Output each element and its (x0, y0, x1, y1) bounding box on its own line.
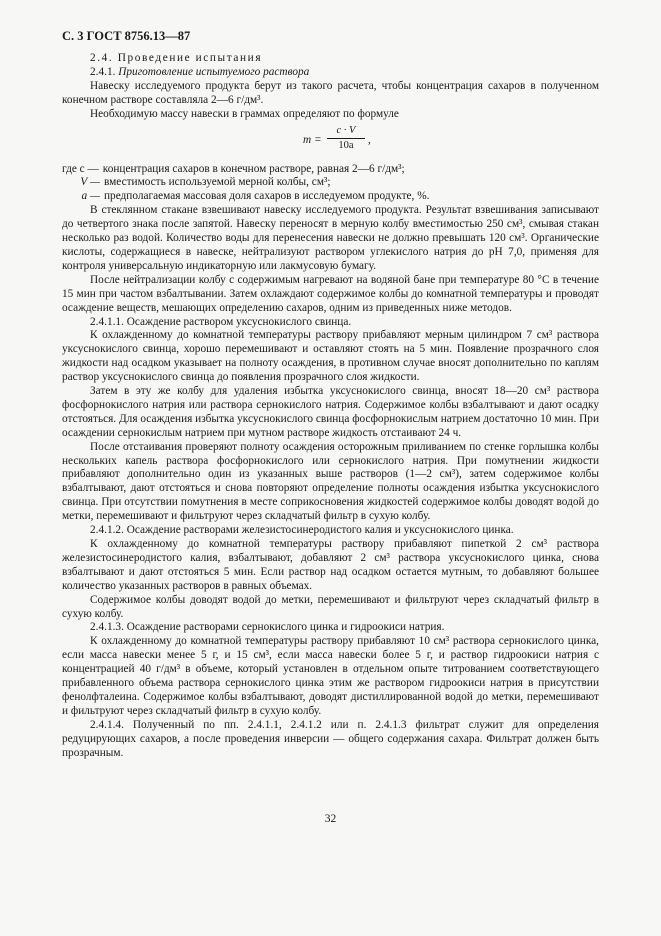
paragraph: Содержимое колбы доводят водой до метки, перемешивают и фильтруют через складчатый фильтр в сухую колбу. (62, 593, 599, 620)
section-title: 2.4. Проведение испытания (90, 52, 263, 64)
page-number: 32 (324, 813, 337, 825)
paragraph: К охлажденному до комнатной температуры раствору прибавляют пипеткой 2 см³ раствора железистосинеродистого калия, взбалтывают, добавляют 2 см³ раствора уксуснокислого цинка, снова взбалтывают и дают отстояться 5 мин. Если раствор над осадком остается мутным, то добавляют большее количество указанных растворов в равных объемах. (62, 538, 599, 592)
paragraph: 2.4.1.4. Полученный по пп. 2.4.1.1, 2.4.1.2 или п. 2.4.1.3 фильтрат служит для определения редуцирующих сахаров, а после проведения инверсии — общего содержания сахара. Фильтрат должен быть прозрачным. (62, 718, 599, 759)
paragraph: После нейтрализации колбу с содержимым нагревают на водяной бане при температуре 80 °С в течение 15 мин при частом взбалтывании. Затем охлаждают содержимое колбы до комнатной температуры и проводят осаждение веществ, мешающих определению сахаров, одним из приведенных ниже методов. (62, 273, 599, 314)
formula-lhs: m = (303, 133, 322, 146)
subsection-title: Приготовление испытуемого раствора (118, 65, 310, 78)
subsection-2-4-1 (62, 66, 599, 80)
formula-comma: , (368, 133, 371, 146)
definition-item (62, 190, 599, 204)
paragraph: После отстаивания проверяют полноту осаждения осторожным приливанием по стенке горлышка колбы нескольких капель раствора фосфорнокислого или сернокислого натрия. При помутнении жидкости прибавляют дополнительно один из указанных выше растворов (1—2 см³), затем содержимое колбы взбалтывают, дают отстояться и снова повторяют определение полноты осаждения избытка уксуснокислого свинца. При отсутствии помутнения в месте соприкосновения жидкостей содержимое колбы доводят водой до метки, перемешивают и фильтруют через складчатый фильтр в сухую колбу. (62, 440, 599, 523)
definition-text: предполагаемая массовая доля сахаров в исследуемом продукте, %. (104, 190, 430, 203)
paragraph: К охлажденному до комнатной температуры раствору прибавляют мерным цилиндром 7 см³ раствора уксуснокислого свинца, хорошо перемешивают и оставляют стоять на 5 мин. Появление прозрачного слоя жидкости над осадком указывает на полноту осаждения, в противном случае вносят дополнительно по каплям раствор уксуснокислого свинца до появления прозрачного слоя жидкости. (62, 329, 599, 384)
paragraph: Необходимую массу навески в граммах определяют по формуле (90, 107, 399, 120)
definition-symbol: a — (81, 190, 100, 203)
formula-fraction (327, 124, 365, 154)
paragraph: Навеску исследуемого продукта берут из такого расчета, чтобы концентрация сахаров в полученном конечном растворе составляла 2—6 г/дм³. (62, 79, 599, 106)
definition-item (62, 176, 599, 190)
formula-denominator: 10a (338, 140, 354, 152)
definition-text: концентрация сахаров в конечном растворе, равная 2—6 г/дм³; (102, 162, 405, 175)
subsection-number: 2.4.1. (90, 65, 116, 78)
paragraph: Затем в эту же колбу для удаления избытка уксуснокислого свинца, вносят 18—20 см³ раствора фосфорнокислого натрия или раствора сернокислого натрия. Содержимое колбы взбалтывают и дают осадку отстояться. Для осаждения избытка уксуснокислого свинца фосфорнокислым натрием достаточно 10 мин. При осаждении сернокислым натрием при мутном растворе жидкость отстаивают 24 ч. (62, 385, 599, 439)
paragraph: 2.4.1.1. Осаждение раствором уксуснокислого свинца. (90, 315, 352, 328)
paragraph: В стеклянном стакане взвешивают навеску исследуемого продукта. Результат взвешивания записывают до четвертого знака после запятой. Навеску переносят в мерную колбу вместимостью 250 см³, смывая стакан несколько раз водой. Количество воды для перенесения навески не должно превышать 120 см³. Органические кислоты, содержащиеся в навеске, нейтрализуют раствором углекислого натрия до рН 7,0, применяя для контроля универсальную индикаторную или лакмусовую бумагу. (62, 204, 599, 272)
definition-symbol: где c — (62, 162, 99, 175)
definition-item (62, 163, 599, 177)
page-header: С. 3 ГОСТ 8756.13—87 (62, 29, 191, 43)
paragraph: 2.4.1.3. Осаждение растворами сернокислого цинка и гидроокиси натрия. (90, 621, 445, 634)
mass-formula (62, 124, 599, 160)
formula-definitions (62, 163, 599, 205)
formula-numerator: c · V (327, 124, 365, 140)
document-body (62, 52, 599, 761)
paragraph: 2.4.1.2. Осаждение растворами железистосинеродистого калия и уксуснокислого цинка. (90, 524, 514, 537)
paragraph: К охлажденному до комнатной температуры раствору прибавляют 10 см³ раствора сернокислого цинка, если масса навески менее 5 г, и 15 см³, если масса навески более 5 г, и раствор гидроокиси натрия с концентрацией 40 г/дм³ в объеме, который установлен в отдельном опыте титрованием соответствующего прибавленного объема раствора сернокислого цинка этим же раствором гидроокиси натрия в присутствии фенолфталеина. Содержимое колбы взбалтывают, доводят дистиллированной водой до метки, перемешивают и фильтруют через складчатый фильтр в сухую колбу. (62, 635, 599, 717)
definition-symbol: V — (80, 176, 100, 189)
definition-text: вместимость используемой мерной колбы, см³; (104, 176, 331, 189)
